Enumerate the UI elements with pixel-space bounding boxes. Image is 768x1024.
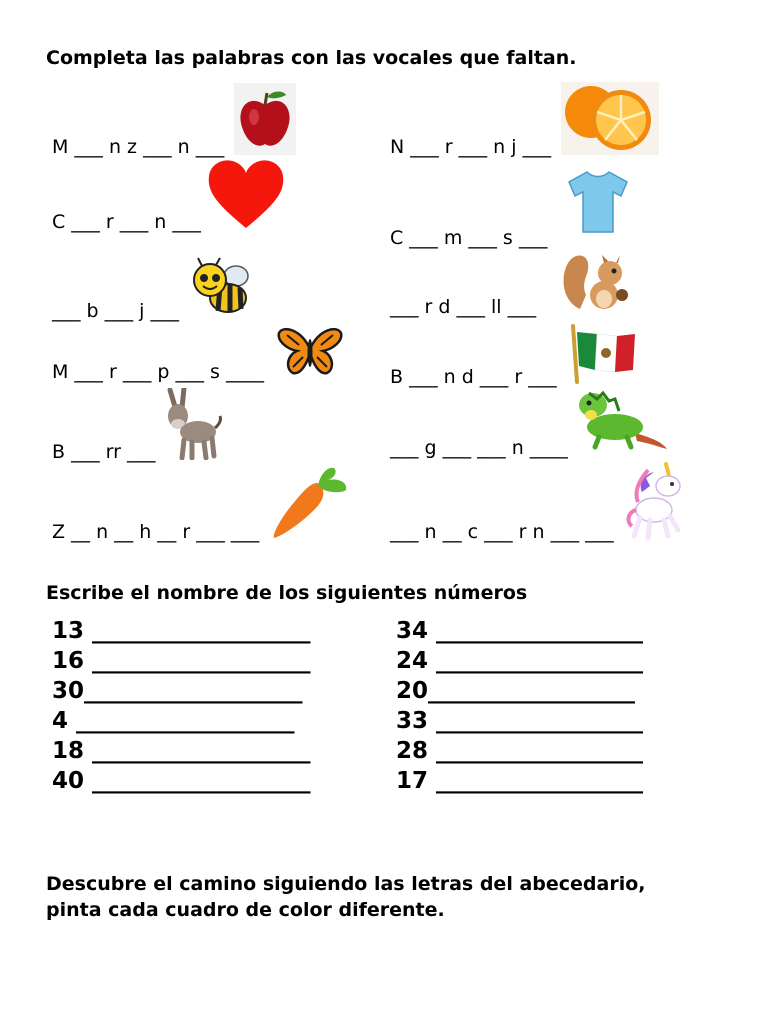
number-line-33: 33 __________________ bbox=[396, 708, 644, 734]
number-line-13: 13 ___________________ bbox=[52, 618, 311, 644]
donkey-icon bbox=[160, 388, 224, 460]
word-unicornio: ___ n __ c ___ r n ___ ___ bbox=[390, 521, 614, 543]
number-line-20: 20__________________ bbox=[396, 678, 636, 704]
number-line-24: 24 __________________ bbox=[396, 648, 644, 674]
number-line-17: 17 __________________ bbox=[396, 768, 644, 794]
word-abeja: ___ b ___ j ___ bbox=[52, 300, 179, 322]
word-mariposa: M ___ r ___ p ___ s ____ bbox=[52, 361, 264, 383]
number-line-16: 16 ___________________ bbox=[52, 648, 311, 674]
word-naranja: N ___ r ___ n j ___ bbox=[390, 136, 552, 158]
number-line-18: 18 ___________________ bbox=[52, 738, 311, 764]
instruction-heading-path-line2: pinta cada cuadro de color diferente. bbox=[46, 899, 445, 921]
instruction-heading-vowels: Completa las palabras con las vocales que faltan. bbox=[46, 47, 577, 69]
heart-icon bbox=[207, 158, 285, 230]
number-line-34: 34 __________________ bbox=[396, 618, 644, 644]
orange-icon bbox=[561, 82, 659, 155]
tshirt-icon bbox=[567, 170, 629, 234]
squirrel-icon bbox=[560, 251, 632, 313]
word-camisa: C ___ m ___ s ___ bbox=[390, 227, 548, 249]
word-corazon: C ___ r ___ n ___ bbox=[52, 211, 201, 233]
instruction-heading-path-line1: Descubre el camino siguiendo las letras del abecedario, bbox=[46, 873, 646, 895]
number-line-28: 28 __________________ bbox=[396, 738, 644, 764]
butterfly-icon bbox=[277, 325, 343, 377]
carrot-icon bbox=[268, 462, 350, 540]
word-iguana: ___ g ___ ___ n ____ bbox=[390, 437, 568, 459]
word-burro: B ___ rr ___ bbox=[52, 441, 156, 463]
number-line-40: 40 ___________________ bbox=[52, 768, 311, 794]
mexico-flag-icon bbox=[567, 324, 637, 384]
word-manzana: M ___ n z ___ n ___ bbox=[52, 136, 225, 158]
word-zanahoria: Z __ n __ h __ r ___ ___ bbox=[52, 521, 260, 543]
word-bandera: B ___ n d ___ r ___ bbox=[390, 366, 557, 388]
apple-icon bbox=[234, 83, 296, 155]
iguana-icon bbox=[575, 385, 671, 457]
unicorn-icon bbox=[624, 462, 686, 542]
word-ardilla: ___ r d ___ ll ___ bbox=[390, 296, 537, 318]
number-line-4: 4 ___________________ bbox=[52, 708, 295, 734]
bee-icon bbox=[190, 256, 256, 318]
number-line-30: 30___________________ bbox=[52, 678, 303, 704]
instruction-heading-numbers: Escribe el nombre de los siguientes números bbox=[46, 582, 528, 604]
